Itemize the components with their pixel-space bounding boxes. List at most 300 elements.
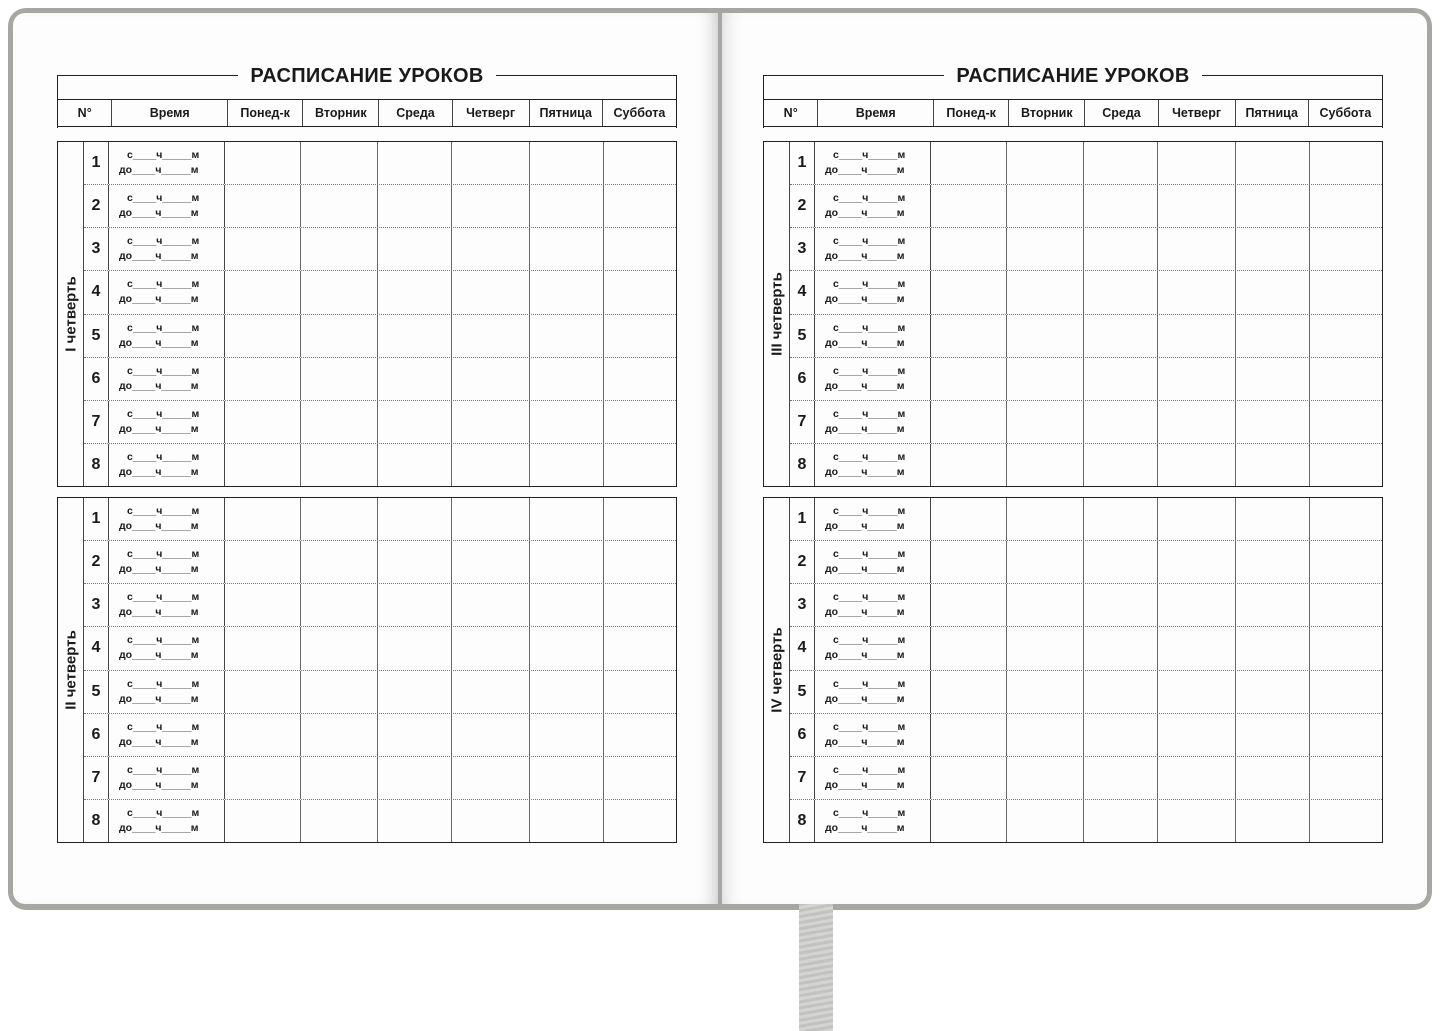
time-cell[interactable] <box>109 315 225 357</box>
day-cell[interactable] <box>604 757 676 799</box>
day-cell[interactable] <box>225 757 301 799</box>
time-cell[interactable] <box>815 671 931 713</box>
time-cell[interactable] <box>109 401 225 443</box>
day-cell[interactable] <box>931 541 1007 583</box>
day-cell[interactable] <box>301 142 378 184</box>
day-cell[interactable] <box>931 714 1007 756</box>
day-cell[interactable] <box>378 228 452 270</box>
day-cell[interactable] <box>1158 757 1236 799</box>
lesson-row <box>790 444 1382 486</box>
lesson-number: 3 <box>84 228 109 270</box>
time-to: до____ч_____м <box>825 207 905 220</box>
day-cell[interactable] <box>530 185 604 227</box>
lesson-row <box>84 498 676 541</box>
day-cell[interactable] <box>452 757 530 799</box>
time-cell[interactable] <box>109 541 225 583</box>
day-cell[interactable] <box>604 142 676 184</box>
time-cell[interactable] <box>109 584 225 626</box>
day-cell[interactable] <box>1084 315 1158 357</box>
time-to: до____ч_____м <box>119 465 199 478</box>
lesson-row <box>84 714 676 757</box>
lesson-number: 8 <box>790 444 815 486</box>
day-cell[interactable] <box>931 228 1007 270</box>
page-title-text: РАСПИСАНИЕ УРОКОВ <box>944 65 1201 87</box>
day-cell[interactable] <box>225 401 301 443</box>
lesson-row <box>84 757 676 800</box>
day-cell[interactable] <box>452 541 530 583</box>
time-to: до____ч_____м <box>825 293 905 306</box>
time-cell[interactable] <box>109 627 225 669</box>
day-cell[interactable] <box>378 800 452 842</box>
day-cell[interactable] <box>1236 358 1310 400</box>
day-cell[interactable] <box>452 401 530 443</box>
day-cell[interactable] <box>1310 541 1382 583</box>
day-cell[interactable] <box>452 671 530 713</box>
lesson-number: 5 <box>790 315 815 357</box>
day-cell[interactable] <box>301 271 378 313</box>
day-cell[interactable] <box>1007 271 1084 313</box>
day-cell[interactable] <box>452 185 530 227</box>
day-cell[interactable] <box>530 401 604 443</box>
day-cell[interactable] <box>301 185 378 227</box>
quarter-label: II четверть <box>62 630 79 710</box>
day-cell[interactable] <box>530 228 604 270</box>
day-cell[interactable] <box>1007 142 1084 184</box>
day-cell[interactable] <box>452 315 530 357</box>
day-cell[interactable] <box>225 315 301 357</box>
day-cell[interactable] <box>604 627 676 669</box>
day-cell[interactable] <box>301 228 378 270</box>
lesson-number: 8 <box>84 800 109 842</box>
day-cell[interactable] <box>1084 228 1158 270</box>
day-cell[interactable] <box>452 627 530 669</box>
day-cell[interactable] <box>604 714 676 756</box>
lesson-number: 4 <box>790 271 815 313</box>
time-from: с____ч_____м <box>833 407 906 420</box>
time-to: до____ч_____м <box>825 778 905 791</box>
day-cell[interactable] <box>1084 584 1158 626</box>
day-cell[interactable] <box>1310 142 1382 184</box>
day-cell[interactable] <box>1236 498 1310 540</box>
header-cell: Суббота <box>1319 106 1372 120</box>
day-cell[interactable] <box>452 584 530 626</box>
day-cell[interactable] <box>1236 185 1310 227</box>
day-cell[interactable] <box>378 714 452 756</box>
day-cell[interactable] <box>1007 757 1084 799</box>
day-cell[interactable] <box>1158 714 1236 756</box>
time-cell[interactable] <box>815 358 931 400</box>
lesson-row <box>84 541 676 584</box>
quarter-block <box>763 141 1383 487</box>
time-cell[interactable] <box>815 757 931 799</box>
day-cell[interactable] <box>931 401 1007 443</box>
lesson-row <box>790 228 1382 271</box>
day-cell[interactable] <box>225 671 301 713</box>
time-cell[interactable] <box>815 541 931 583</box>
day-cell[interactable] <box>1236 627 1310 669</box>
day-cell[interactable] <box>1236 315 1310 357</box>
day-cell[interactable] <box>931 671 1007 713</box>
header-cell: Время <box>112 100 228 126</box>
day-cell[interactable] <box>378 271 452 313</box>
day-cell[interactable] <box>378 401 452 443</box>
time-cell[interactable] <box>109 498 225 540</box>
time-cell[interactable] <box>815 498 931 540</box>
day-cell[interactable] <box>604 315 676 357</box>
day-cell[interactable] <box>604 541 676 583</box>
lesson-row <box>790 584 1382 627</box>
day-cell[interactable] <box>378 757 452 799</box>
day-cell[interactable] <box>530 444 604 486</box>
day-cell[interactable] <box>1007 671 1084 713</box>
day-cell[interactable] <box>301 584 378 626</box>
day-cell[interactable] <box>604 271 676 313</box>
day-cell[interactable] <box>1084 142 1158 184</box>
time-cell[interactable] <box>109 757 225 799</box>
lesson-number: 2 <box>790 185 815 227</box>
day-cell[interactable] <box>225 271 301 313</box>
day-cell[interactable] <box>1158 315 1236 357</box>
day-cell[interactable] <box>225 584 301 626</box>
time-cell[interactable] <box>109 142 225 184</box>
day-cell[interactable] <box>378 315 452 357</box>
day-cell[interactable] <box>452 444 530 486</box>
time-from: с____ч_____м <box>127 505 200 518</box>
day-cell[interactable] <box>452 271 530 313</box>
day-cell[interactable] <box>1084 271 1158 313</box>
day-cell[interactable] <box>225 714 301 756</box>
time-cell[interactable] <box>109 444 225 486</box>
day-cell[interactable] <box>378 541 452 583</box>
day-cell[interactable] <box>1007 315 1084 357</box>
time-from: с____ч_____м <box>833 806 906 819</box>
day-cell[interactable] <box>604 444 676 486</box>
day-cell[interactable] <box>604 228 676 270</box>
day-cell[interactable] <box>452 358 530 400</box>
day-cell[interactable] <box>1236 541 1310 583</box>
day-cell[interactable] <box>1007 800 1084 842</box>
time-to: до____ч_____м <box>119 563 199 576</box>
time-to: до____ч_____м <box>825 336 905 349</box>
quarter-block <box>57 497 677 843</box>
day-cell[interactable] <box>1236 228 1310 270</box>
day-cell[interactable] <box>931 271 1007 313</box>
day-cell[interactable] <box>530 671 604 713</box>
day-cell[interactable] <box>1007 228 1084 270</box>
time-cell[interactable] <box>815 627 931 669</box>
header-cell: Среда <box>1085 100 1158 126</box>
day-cell[interactable] <box>1084 541 1158 583</box>
time-from: с____ч_____м <box>127 720 200 733</box>
lesson-number: 8 <box>84 444 109 486</box>
day-cell[interactable] <box>1084 185 1158 227</box>
time-from: с____ч_____м <box>833 720 906 733</box>
day-cell[interactable] <box>1310 584 1382 626</box>
day-cell[interactable] <box>225 185 301 227</box>
day-cell[interactable] <box>530 271 604 313</box>
day-cell[interactable] <box>1158 584 1236 626</box>
day-cell[interactable] <box>530 541 604 583</box>
day-cell[interactable] <box>1158 401 1236 443</box>
day-cell[interactable] <box>1007 498 1084 540</box>
day-cell[interactable] <box>1310 444 1382 486</box>
lesson-row <box>84 401 676 444</box>
day-cell[interactable] <box>931 444 1007 486</box>
day-cell[interactable] <box>378 185 452 227</box>
day-cell[interactable] <box>1084 671 1158 713</box>
day-cell[interactable] <box>1007 541 1084 583</box>
time-cell[interactable] <box>109 358 225 400</box>
day-cell[interactable] <box>452 498 530 540</box>
header-cell: Вторник <box>1009 100 1085 126</box>
quarter-label: IV четверть <box>768 627 785 713</box>
day-cell[interactable] <box>225 228 301 270</box>
day-cell[interactable] <box>301 444 378 486</box>
day-cell[interactable] <box>931 315 1007 357</box>
day-cell[interactable] <box>1236 401 1310 443</box>
day-cell[interactable] <box>604 401 676 443</box>
time-from: с____ч_____м <box>127 634 200 647</box>
day-cell[interactable] <box>1084 401 1158 443</box>
header-row <box>57 99 677 127</box>
day-cell[interactable] <box>1236 671 1310 713</box>
day-cell[interactable] <box>1158 627 1236 669</box>
day-cell[interactable] <box>604 185 676 227</box>
day-cell[interactable] <box>1158 185 1236 227</box>
quarter-block <box>57 141 677 487</box>
day-cell[interactable] <box>530 627 604 669</box>
day-cell[interactable] <box>530 142 604 184</box>
day-cell[interactable] <box>530 800 604 842</box>
day-cell[interactable] <box>452 800 530 842</box>
day-cell[interactable] <box>1310 271 1382 313</box>
day-cell[interactable] <box>378 584 452 626</box>
time-cell[interactable] <box>815 714 931 756</box>
day-cell[interactable] <box>1310 185 1382 227</box>
time-to: до____ч_____м <box>119 379 199 392</box>
day-cell[interactable] <box>301 671 378 713</box>
day-cell[interactable] <box>1310 714 1382 756</box>
day-cell[interactable] <box>1158 444 1236 486</box>
day-cell[interactable] <box>1310 757 1382 799</box>
day-cell[interactable] <box>530 714 604 756</box>
lesson-number: 2 <box>84 541 109 583</box>
lesson-number: 1 <box>790 498 815 540</box>
quarter-label: III четверть <box>768 272 785 356</box>
time-cell[interactable] <box>109 271 225 313</box>
day-cell[interactable] <box>225 800 301 842</box>
day-cell[interactable] <box>378 142 452 184</box>
time-to: до____ч_____м <box>825 563 905 576</box>
time-cell[interactable] <box>815 271 931 313</box>
day-cell[interactable] <box>301 358 378 400</box>
day-cell[interactable] <box>931 358 1007 400</box>
day-cell[interactable] <box>1310 498 1382 540</box>
time-cell[interactable] <box>109 185 225 227</box>
time-cell[interactable] <box>815 315 931 357</box>
day-cell[interactable] <box>301 401 378 443</box>
lesson-row <box>790 142 1382 185</box>
day-cell[interactable] <box>301 541 378 583</box>
lesson-row <box>790 498 1382 541</box>
day-cell[interactable] <box>1158 541 1236 583</box>
day-cell[interactable] <box>1007 584 1084 626</box>
time-to: до____ч_____м <box>825 606 905 619</box>
day-cell[interactable] <box>301 315 378 357</box>
day-cell[interactable] <box>931 800 1007 842</box>
day-cell[interactable] <box>604 584 676 626</box>
day-cell[interactable] <box>1084 498 1158 540</box>
day-cell[interactable] <box>1158 142 1236 184</box>
day-cell[interactable] <box>530 498 604 540</box>
day-cell[interactable] <box>1310 401 1382 443</box>
day-cell[interactable] <box>1310 671 1382 713</box>
time-to: до____ч_____м <box>119 735 199 748</box>
quarter-label-column <box>58 142 84 486</box>
day-cell[interactable] <box>301 627 378 669</box>
day-cell[interactable] <box>1084 444 1158 486</box>
lesson-number: 1 <box>790 142 815 184</box>
day-cell[interactable] <box>1310 627 1382 669</box>
day-cell[interactable] <box>1158 671 1236 713</box>
day-cell[interactable] <box>378 627 452 669</box>
header-cell: Время <box>818 100 934 126</box>
day-cell[interactable] <box>1158 498 1236 540</box>
day-cell[interactable] <box>1084 757 1158 799</box>
day-cell[interactable] <box>1007 358 1084 400</box>
day-cell[interactable] <box>1007 714 1084 756</box>
day-cell[interactable] <box>530 757 604 799</box>
time-from: с____ч_____м <box>127 407 200 420</box>
time-cell[interactable] <box>109 714 225 756</box>
day-cell[interactable] <box>1084 627 1158 669</box>
day-cell[interactable] <box>1236 271 1310 313</box>
time-from: с____ч_____м <box>833 548 906 561</box>
day-cell[interactable] <box>1236 714 1310 756</box>
day-cell[interactable] <box>225 498 301 540</box>
day-cell[interactable] <box>301 757 378 799</box>
day-cell[interactable] <box>1084 358 1158 400</box>
lesson-row <box>84 358 676 401</box>
day-cell[interactable] <box>1310 800 1382 842</box>
time-to: до____ч_____м <box>825 164 905 177</box>
day-cell[interactable] <box>452 228 530 270</box>
time-from: с____ч_____м <box>127 278 200 291</box>
time-from: с____ч_____м <box>833 321 906 334</box>
time-cell[interactable] <box>815 142 931 184</box>
lesson-row <box>84 627 676 670</box>
day-cell[interactable] <box>225 142 301 184</box>
day-cell[interactable] <box>301 714 378 756</box>
day-cell[interactable] <box>378 498 452 540</box>
day-cell[interactable] <box>378 358 452 400</box>
header-cell: Четверг <box>1159 100 1236 126</box>
day-cell[interactable] <box>225 627 301 669</box>
time-to: до____ч_____м <box>119 520 199 533</box>
day-cell[interactable] <box>604 358 676 400</box>
day-cell[interactable] <box>378 671 452 713</box>
day-cell[interactable] <box>604 498 676 540</box>
day-cell[interactable] <box>225 541 301 583</box>
time-to: до____ч_____м <box>825 250 905 263</box>
time-cell[interactable] <box>109 228 225 270</box>
day-cell[interactable] <box>530 584 604 626</box>
lesson-number: 7 <box>790 757 815 799</box>
right-page <box>722 13 1427 904</box>
day-cell[interactable] <box>1084 714 1158 756</box>
day-cell[interactable] <box>1007 627 1084 669</box>
day-cell[interactable] <box>301 498 378 540</box>
day-cell[interactable] <box>1007 401 1084 443</box>
day-cell[interactable] <box>1007 185 1084 227</box>
lesson-number: 6 <box>84 714 109 756</box>
day-cell[interactable] <box>1310 228 1382 270</box>
day-cell[interactable] <box>931 757 1007 799</box>
day-cell[interactable] <box>931 627 1007 669</box>
lesson-number: 6 <box>84 358 109 400</box>
left-page <box>13 13 718 904</box>
day-cell[interactable] <box>931 584 1007 626</box>
header-cell: Пятница <box>1236 100 1309 126</box>
day-cell[interactable] <box>1236 142 1310 184</box>
day-cell[interactable] <box>1158 800 1236 842</box>
day-cell[interactable] <box>1158 271 1236 313</box>
day-cell[interactable] <box>301 800 378 842</box>
time-cell[interactable] <box>815 401 931 443</box>
day-cell[interactable] <box>1158 228 1236 270</box>
time-cell[interactable] <box>815 185 931 227</box>
day-cell[interactable] <box>1236 757 1310 799</box>
lesson-row <box>84 671 676 714</box>
day-cell[interactable] <box>1236 444 1310 486</box>
day-cell[interactable] <box>1084 800 1158 842</box>
day-cell[interactable] <box>1007 444 1084 486</box>
time-cell[interactable] <box>109 800 225 842</box>
day-cell[interactable] <box>604 671 676 713</box>
day-cell[interactable] <box>1310 358 1382 400</box>
day-cell[interactable] <box>604 800 676 842</box>
day-cell[interactable] <box>1236 800 1310 842</box>
time-to: до____ч_____м <box>119 422 199 435</box>
day-cell[interactable] <box>1236 584 1310 626</box>
time-to: до____ч_____м <box>119 336 199 349</box>
time-cell[interactable] <box>815 228 931 270</box>
lesson-number: 3 <box>790 584 815 626</box>
day-cell[interactable] <box>452 714 530 756</box>
lesson-number: 5 <box>790 671 815 713</box>
day-cell[interactable] <box>931 185 1007 227</box>
lesson-row <box>790 714 1382 757</box>
day-cell[interactable] <box>1310 315 1382 357</box>
time-from: с____ч_____м <box>833 192 906 205</box>
day-cell[interactable] <box>452 142 530 184</box>
day-cell[interactable] <box>1158 358 1236 400</box>
day-cell[interactable] <box>530 358 604 400</box>
time-cell[interactable] <box>815 800 931 842</box>
time-cell[interactable] <box>109 671 225 713</box>
time-cell[interactable] <box>815 584 931 626</box>
day-cell[interactable] <box>931 142 1007 184</box>
lesson-number: 7 <box>84 401 109 443</box>
day-cell[interactable] <box>931 498 1007 540</box>
day-cell[interactable] <box>225 358 301 400</box>
day-cell[interactable] <box>225 444 301 486</box>
time-cell[interactable] <box>815 444 931 486</box>
day-cell[interactable] <box>530 315 604 357</box>
bookmark-ribbon <box>799 900 833 1031</box>
header-cell: Суббота <box>613 106 666 120</box>
day-cell[interactable] <box>378 444 452 486</box>
